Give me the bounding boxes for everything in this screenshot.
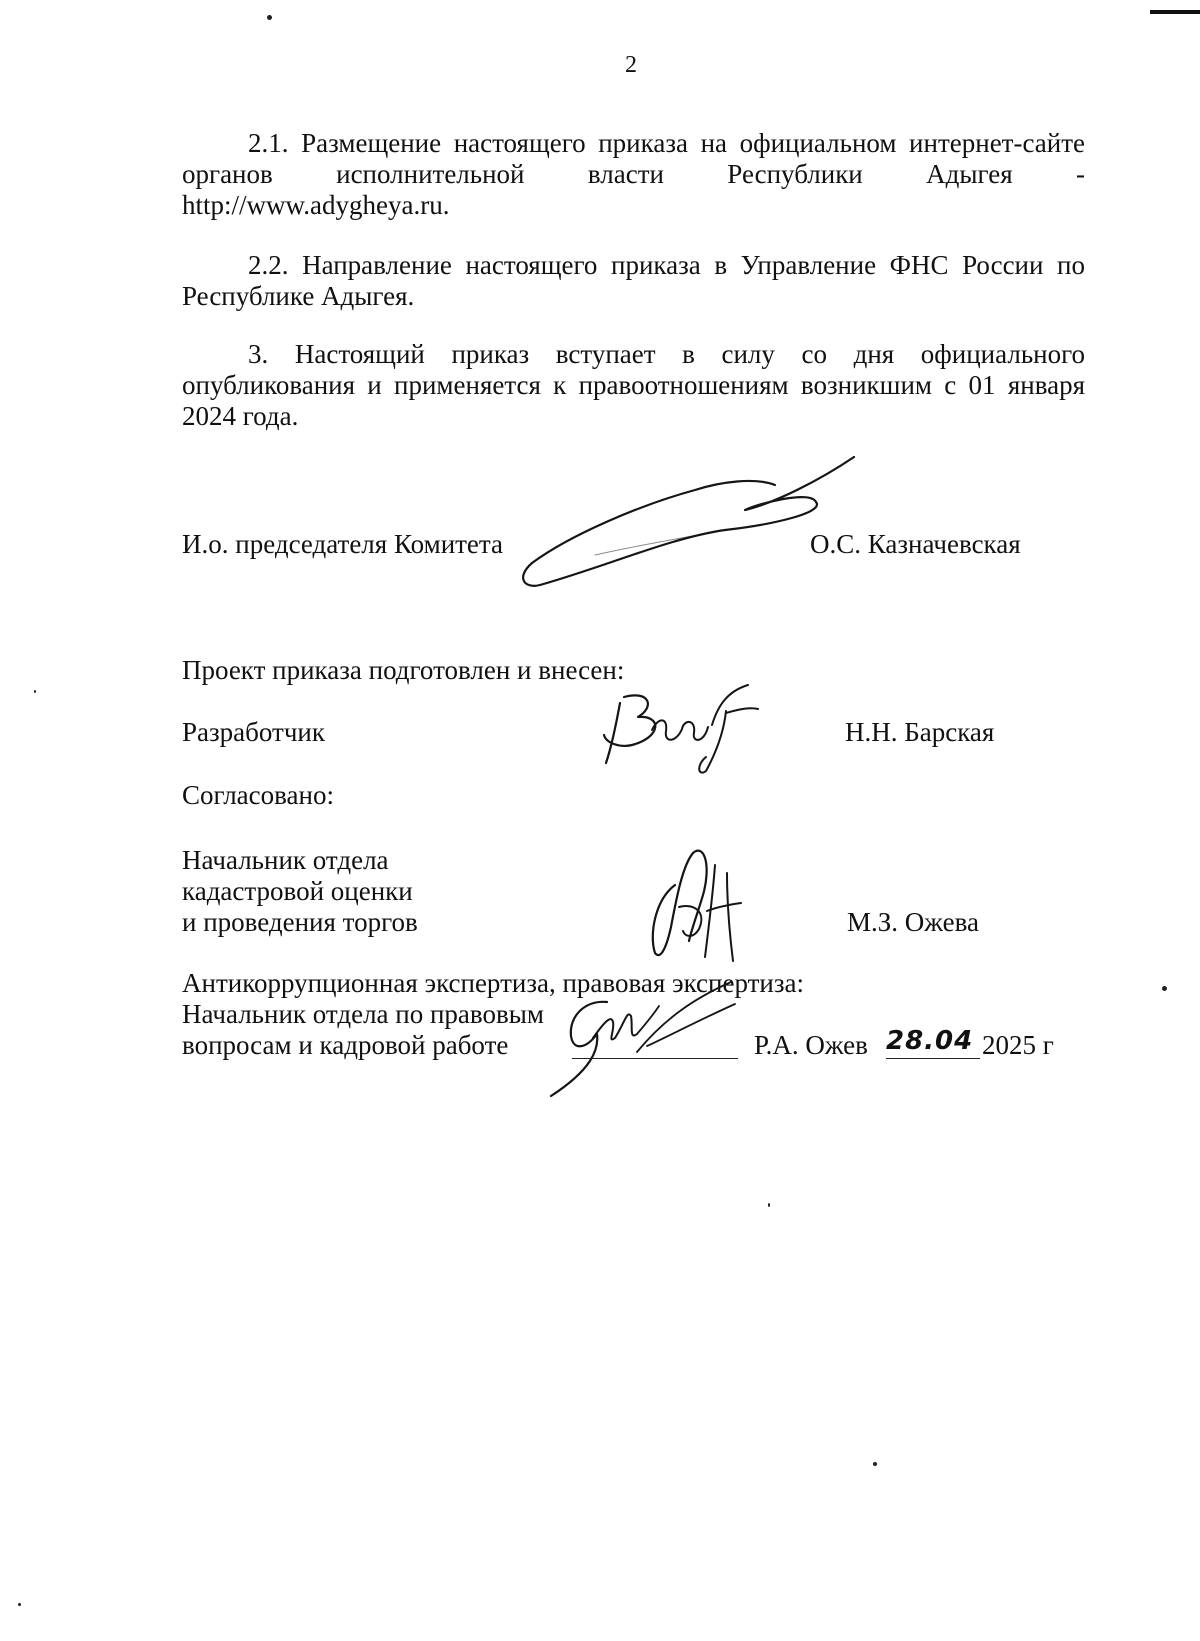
chair-signature-image [520,455,860,595]
paragraph-3-line-1: 3. Настоящий приказ вступает в силу со дня официального [248,339,1085,369]
paragraph-2-1-line-3: http://www.adygheya.ru. [182,190,450,220]
legal-name: Р.А. Ожев [754,1030,868,1060]
paragraph-2-2-line-2: Республике Адыгея. [182,281,415,311]
cadastral-title-line-1: Начальник отдела [182,845,389,875]
developer-name: Н.Н. Барская [845,717,995,747]
developer-signature-image [600,685,760,775]
scan-speck [1162,986,1167,991]
scan-mark-top-right [1150,10,1200,14]
legal-signature-image [545,980,745,1100]
cadastral-title-line-3: и проведения торгов [182,907,418,937]
paragraph-2-1 [182,128,1085,221]
cadastral-signature-image [645,845,755,965]
legal-date-underline [886,1058,980,1059]
agreed-heading: Согласовано: [182,780,334,810]
developer-title: Разработчик [182,717,325,747]
legal-date-handwritten: 28.04 [886,1026,974,1056]
cadastral-name: М.З. Ожева [847,907,979,937]
paragraph-2-1-line-1: 2.1. Размещение настоящего приказа на официальном интернет-сайте [248,128,1085,158]
scan-speck [18,1603,21,1606]
paragraph-3-line-2: опубликования и применяется к правоотношениям возникшим с 01 января [182,370,1085,400]
legal-date-year: 2025 г [982,1030,1054,1060]
legal-heading: Антикоррупционная экспертиза, правовая экспертиза: [182,968,805,998]
chair-name: О.С. Казначевская [810,529,1021,559]
project-heading: Проект приказа подготовлен и внесен: [182,655,625,685]
scan-speck [873,1462,877,1466]
paragraph-2-1-line-2: органов исполнительной власти Республики Адыгея - [182,159,1085,189]
paragraph-3-line-3: 2024 года. [182,401,299,431]
cadastral-title-line-2: кадастровой оценки [182,876,413,906]
paragraph-3 [182,339,1085,432]
chair-title: И.о. председателя Комитета [182,529,504,559]
scan-speck [267,15,272,20]
legal-title-line-2: вопросам и кадровой работе [182,1030,509,1060]
paragraph-2-2 [182,250,1085,312]
scan-speck [768,1203,770,1207]
paragraph-2-2-line-1: 2.2. Направление настоящего приказа в Управление ФНС России по [248,250,1085,280]
legal-title-line-1: Начальник отдела по правовым [182,999,544,1029]
page-number: 2 [625,52,637,78]
scan-speck [34,690,36,693]
